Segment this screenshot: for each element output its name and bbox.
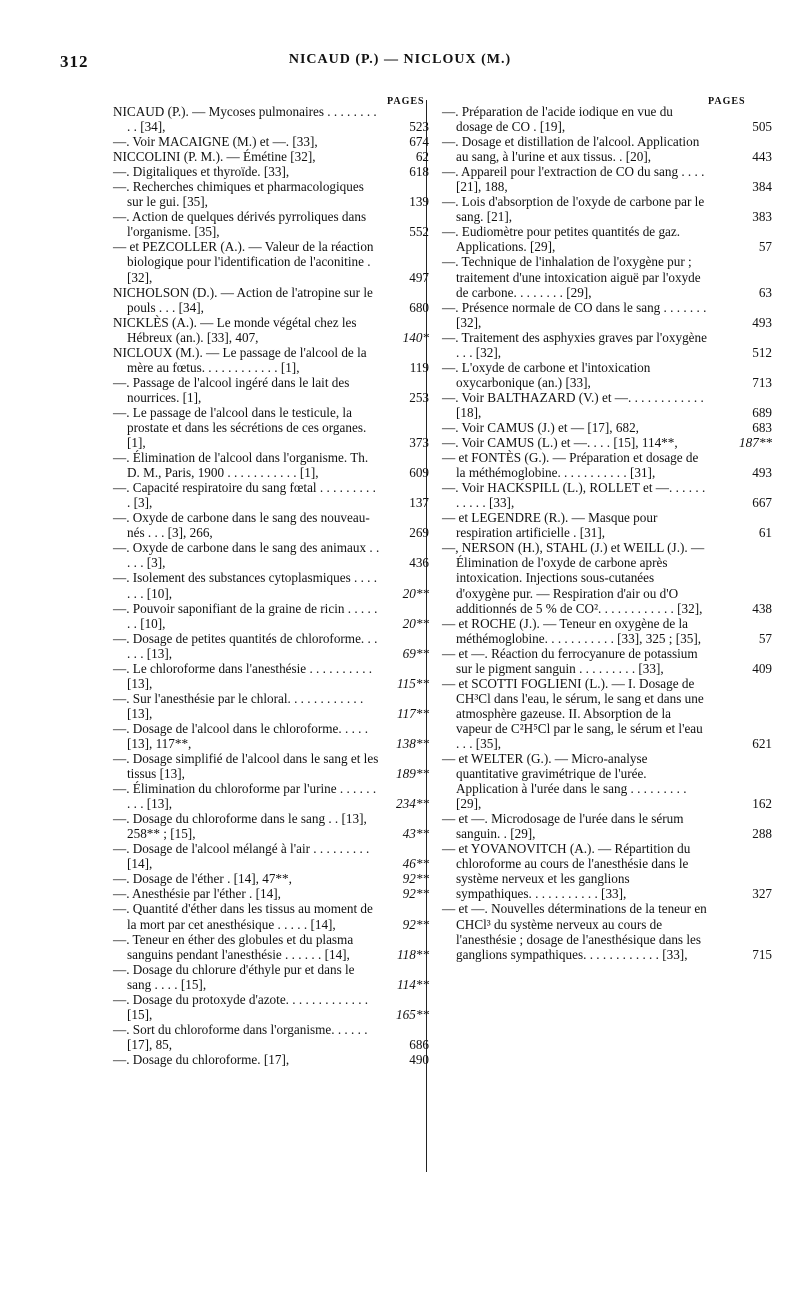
entry-page: 683 — [752, 419, 772, 435]
index-entry — [442, 134, 772, 165]
entry-page: 46** — [402, 856, 429, 872]
entry-text: —. Élimination du chloroforme par l'urine . . . . . . . . . [13], — [113, 781, 377, 812]
entry-text: NICLOUX (M.). — Le passage de l'alcool de la mère au fœtus. . . . . . . . . . . . [1], — [113, 344, 367, 375]
index-entry — [113, 179, 429, 210]
entry-text: —. Élimination de l'alcool dans l'organisme. Th. D. M., Paris, 1900 . . . . . . . . . . . [1], — [113, 450, 369, 481]
entry-text: — et WELTER (G.). — Micro-analyse quantitative gravimétrique de l'urée. Application à l'urée dans le sang . . . . . . . . . [29], — [442, 751, 687, 812]
entry-text: —. Le passage de l'alcool dans le testicule, la prostate et dans les sécrétions de ces organes. [1], — [113, 404, 367, 451]
entry-page: 189** — [396, 766, 429, 782]
entry-text: —. Dosage du chloroforme dans le sang . . [13], 258** ; [15], — [113, 811, 367, 842]
index-entry — [442, 841, 772, 902]
entry-text: —. Teneur en éther des globules et du plasma sanguins pendant l'anesthésie . . . . . . [14], — [113, 931, 354, 962]
entry-page: 505 — [752, 119, 772, 135]
entry-text: —. Oxyde de carbone dans le sang des nouveau-nés . . . [3], 266, — [113, 510, 370, 541]
entry-text: —. Traitement des asphyxies graves par l'oxygène . . . [32], — [442, 329, 707, 360]
entry-page: 92** — [402, 886, 429, 902]
entry-page: 165** — [396, 1006, 429, 1022]
index-entry — [113, 811, 429, 842]
entry-page: 137 — [409, 495, 429, 511]
page-number: 312 — [60, 52, 89, 71]
entry-page: 162 — [752, 796, 772, 812]
entry-page: 234** — [396, 796, 429, 812]
entry-page: 552 — [409, 224, 429, 240]
index-entry — [113, 104, 429, 135]
entry-page: 187** — [739, 435, 772, 451]
entry-page: 384 — [752, 179, 772, 195]
right-column — [442, 104, 772, 962]
index-entry — [442, 164, 772, 195]
entry-page: 114** — [397, 976, 429, 992]
entry-text: —. Dosage de l'alcool dans le chloroforme. . . . . [13], 117**, — [113, 720, 369, 751]
entry-page: 140* — [402, 329, 429, 345]
entry-page: 119 — [409, 359, 429, 375]
entry-text: — et PEZCOLLER (A.). — Valeur de la réaction biologique pour l'identification de l'aconitine . [32], — [113, 239, 374, 285]
entry-text: —. Oxyde de carbone dans le sang des animaux . . . . . [3], — [113, 540, 380, 571]
index-entry — [442, 329, 772, 360]
entry-text: —. Eudiomètre pour petites quantités de gaz. Applications. [29], — [442, 224, 681, 255]
entry-page: 674 — [409, 134, 429, 150]
entry-page: 493 — [752, 314, 772, 330]
entry-text: —. Anesthésie par l'éther . [14], — [113, 886, 281, 902]
index-entry — [442, 194, 772, 225]
entry-page: 443 — [752, 149, 772, 165]
entry-page: 63 — [758, 284, 772, 300]
entry-page: 689 — [752, 404, 772, 420]
running-title: NICAUD (P.) — NICLOUX (M.) — [288, 52, 512, 67]
index-entry — [442, 811, 772, 842]
index-entry — [113, 480, 429, 511]
entry-page: 512 — [752, 344, 772, 360]
entry-text: —. Voir CAMUS (L.) et —. . . . [15], 114**, — [442, 435, 678, 451]
index-entry — [113, 781, 429, 812]
index-entry — [113, 239, 429, 285]
entry-page: 523 — [409, 119, 429, 135]
entry-page: 493 — [752, 465, 772, 481]
index-entry — [442, 389, 772, 420]
entry-text: —. Digitaliques et thyroïde. [33], — [113, 164, 290, 180]
entry-page: 383 — [752, 209, 772, 225]
index-entry — [113, 901, 429, 932]
entry-text: —. Quantité d'éther dans les tissus au moment de la mort par cet anesthésique . . . . . [14], — [113, 901, 373, 932]
index-entry — [113, 374, 429, 405]
index-entry — [113, 1051, 429, 1067]
entry-text: NICCOLINI (P. M.). — Émétine [32], — [113, 149, 316, 165]
entry-text: —. Dosage et distillation de l'alcool. Application au sang, à l'urine et aux tissus. . [20], — [442, 134, 700, 165]
index-entry — [113, 404, 429, 451]
entry-page: 621 — [752, 735, 772, 751]
pages-label-left: PAGES — [387, 96, 425, 107]
entry-text: —. Recherches chimiques et pharmacologiques sur le gui. [35], — [113, 179, 364, 210]
index-entry — [113, 1021, 429, 1052]
entry-text: —. Dosage du chlorure d'éthyle pur et dans le sang . . . . [15], — [113, 961, 355, 992]
entry-page: 680 — [409, 299, 429, 315]
entry-text: —. Appareil pour l'extraction de CO du sang . . . . [21], 188, — [442, 164, 705, 195]
entry-text: NICAUD (P.). — Mycoses pulmonaires . . . . . . . . . . [34], — [113, 104, 377, 135]
index-entry — [113, 164, 429, 180]
entry-page: 667 — [752, 495, 772, 511]
index-entry — [113, 450, 429, 481]
entry-page: 373 — [409, 435, 429, 451]
entry-page: 436 — [409, 555, 429, 571]
entry-text: —. Dosage de l'alcool mélangé à l'air . . . . . . . . . [14], — [113, 841, 370, 872]
entry-text: —. Le chloroforme dans l'anesthésie . . . . . . . . . . [13], — [113, 660, 373, 691]
entry-page: 490 — [409, 1051, 429, 1067]
index-entry — [113, 570, 429, 601]
index-entry — [442, 510, 772, 541]
entry-text: —. Préparation de l'acide iodique en vue du dosage de CO . [19], — [442, 104, 673, 135]
entry-text: —. Technique de l'inhalation de l'oxygène pur ; traitement d'une intoxication aiguë par l'oxyde de carbone. . . . . . . . [29], — [442, 254, 701, 300]
entry-text: —. Lois d'absorption de l'oxyde de carbone par le sang. [21], — [442, 194, 705, 225]
index-entry — [113, 841, 429, 872]
entry-text: —. Passage de l'alcool ingéré dans le lait des nourrices. [1], — [113, 374, 350, 405]
entry-page: 715 — [752, 946, 772, 962]
entry-page: 253 — [409, 389, 429, 405]
index-entry — [113, 510, 429, 541]
entry-text: —. Capacité respiratoire du sang fœtal . . . . . . . . . . [3], — [113, 480, 376, 511]
index-entry — [113, 931, 429, 962]
entry-text: —. Dosage simplifié de l'alcool dans le sang et les tissus [13], — [113, 751, 379, 782]
entry-text: —. Présence normale de CO dans le sang . . . . . . . [32], — [442, 299, 707, 330]
entry-page: 62 — [415, 149, 429, 165]
index-entry — [442, 675, 772, 751]
index-entry — [113, 886, 429, 902]
index-entry — [442, 419, 772, 435]
entry-page: 686 — [409, 1036, 429, 1052]
index-entry — [113, 630, 429, 661]
entry-page: 139 — [409, 194, 429, 210]
entry-text: —. Voir HACKSPILL (L.), ROLLET et —. . . . . . . . . . . [33], — [442, 480, 706, 511]
index-entry — [442, 299, 772, 330]
index-entry — [442, 104, 772, 135]
entry-page: 609 — [409, 465, 429, 481]
entry-text: —. Isolement des substances cytoplasmiques . . . . . . . [10], — [113, 570, 378, 601]
index-entry — [442, 480, 772, 511]
entry-page: 43** — [402, 826, 429, 842]
entry-page: 61 — [758, 525, 772, 541]
index-entry — [113, 961, 429, 992]
index-entry — [113, 540, 429, 571]
pages-label-right: PAGES — [708, 96, 746, 107]
entry-page: 117** — [397, 705, 429, 721]
index-entry — [442, 751, 772, 812]
entry-page: 288 — [752, 826, 772, 842]
index-entry — [442, 901, 772, 962]
index-entry — [113, 600, 429, 631]
index-entry — [442, 645, 772, 676]
index-entry — [442, 224, 772, 255]
index-entry — [442, 254, 772, 300]
left-column — [113, 104, 429, 1067]
index-entry — [113, 871, 429, 887]
index-entry — [113, 751, 429, 782]
entry-page: 438 — [752, 600, 772, 616]
entry-page: 327 — [752, 886, 772, 902]
entry-text: — et —. Réaction du ferrocyanure de potassium sur le pigment sanguin . . . . . . . . . [33], — [442, 645, 698, 676]
entry-text: —. Dosage du protoxyde d'azote. . . . . . . . . . . . . [15], — [113, 991, 369, 1022]
entry-page: 57 — [758, 630, 772, 646]
entry-page: 20** — [402, 585, 429, 601]
entry-page: 269 — [409, 525, 429, 541]
entry-text: —. Voir BALTHAZARD (V.) et —. . . . . . . . . . . . [18], — [442, 389, 704, 420]
index-entry — [113, 660, 429, 691]
entry-text: —, NERSON (H.), STAHL (J.) et WEILL (J.). — Élimination de l'oxyde de carbone après intoxication. Injections sous-cutanées d'oxygène pur. — Respiration d'air ou d'O additionnés de 5 % de CO². . . . . . . . . . . . [32], — [442, 540, 705, 616]
entry-page: 138** — [396, 735, 429, 751]
entry-text: —. Voir MACAIGNE (M.) et —. [33], — [113, 134, 318, 150]
entry-page: 713 — [752, 374, 772, 390]
index-entry — [113, 149, 429, 165]
entry-text: —. Pouvoir saponifiant de la graine de ricin . . . . . . . [10], — [113, 600, 378, 631]
index-entry — [113, 344, 429, 375]
index-entry — [113, 720, 429, 751]
index-entry — [113, 134, 429, 150]
entry-text: — et —. Nouvelles déterminations de la teneur en CHCl³ du système nerveux au cours de l'anesthésie ; dosage de l'anesthésique dans les ganglions sympathiques. . . . . . . . . . . . [33], — [442, 901, 707, 962]
entry-page: 497 — [409, 269, 429, 285]
index-entry — [113, 209, 429, 240]
index-entry — [442, 359, 772, 390]
entry-text: — et ROCHE (J.). — Teneur en oxygène de la méthémoglobine. . . . . . . . . . . [33], 325 ; [35], — [442, 615, 702, 646]
index-entry — [113, 314, 429, 345]
index-entry — [113, 284, 429, 315]
entry-text: —. L'oxyde de carbone et l'intoxication oxycarbonique (an.) [33], — [442, 359, 651, 390]
entry-text: —. Dosage de petites quantités de chloroforme. . . . . . [13], — [113, 630, 378, 661]
entry-text: —. Dosage du chloroforme. [17], — [113, 1051, 290, 1067]
entry-text: NICKLÈS (A.). — Le monde végétal chez les Hébreux (an.). [33], 407, — [113, 314, 357, 345]
index-entry — [113, 991, 429, 1022]
entry-page: 69** — [402, 645, 429, 661]
entry-text: — et LEGENDRE (R.). — Masque pour respiration artificielle . [31], — [442, 510, 658, 541]
entry-text: — et FONTÈS (G.). — Préparation et dosage de la méthémoglobine. . . . . . . . . . . [31], — [442, 450, 699, 481]
entry-text: —. Voir CAMUS (J.) et — [17], 682, — [442, 419, 639, 435]
entry-page: 115** — [397, 675, 429, 691]
entry-text: —. Sur l'anesthésie par le chloral. . . . . . . . . . . . [13], — [113, 690, 364, 721]
entry-text: —. Sort du chloroforme dans l'organisme. . . . . . [17], 85, — [113, 1021, 368, 1052]
entry-page: 92** — [402, 871, 429, 887]
entry-page: 409 — [752, 660, 772, 676]
index-entry — [442, 435, 772, 451]
entry-text: —. Dosage de l'éther . [14], 47**, — [113, 871, 292, 887]
entry-page: 618 — [409, 164, 429, 180]
entry-page: 20** — [402, 615, 429, 631]
entry-text: — et YOVANOVITCH (A.). — Répartition du chloroforme au cours de l'anesthésie dans le système nerveux et les ganglions sympathiques. . . . . . . . . . . [33], — [442, 841, 691, 902]
entry-page: 92** — [402, 916, 429, 932]
index-entry — [113, 690, 429, 721]
entry-text: — et —. Microdosage de l'urée dans le sérum sanguin. . [29], — [442, 811, 684, 842]
entry-page: 118** — [397, 946, 429, 962]
entry-text: NICHOLSON (D.). — Action de l'atropine sur le pouls . . . [34], — [113, 284, 373, 315]
index-entry — [442, 615, 772, 646]
entry-text: —. Action de quelques dérivés pyrroliques dans l'organisme. [35], — [113, 209, 367, 240]
entry-page: 57 — [758, 239, 772, 255]
entry-text: — et SCOTTI FOGLIENI (L.). — I. Dosage de CH³Cl dans l'eau, le sérum, le sang et dans une atmosphère gazeuse. II. Absorption de la vapeur de C²H⁵Cl par le sang, le sérum et l'eau . . . [35], — [442, 675, 704, 751]
index-entry — [442, 540, 772, 616]
index-entry — [442, 450, 772, 481]
